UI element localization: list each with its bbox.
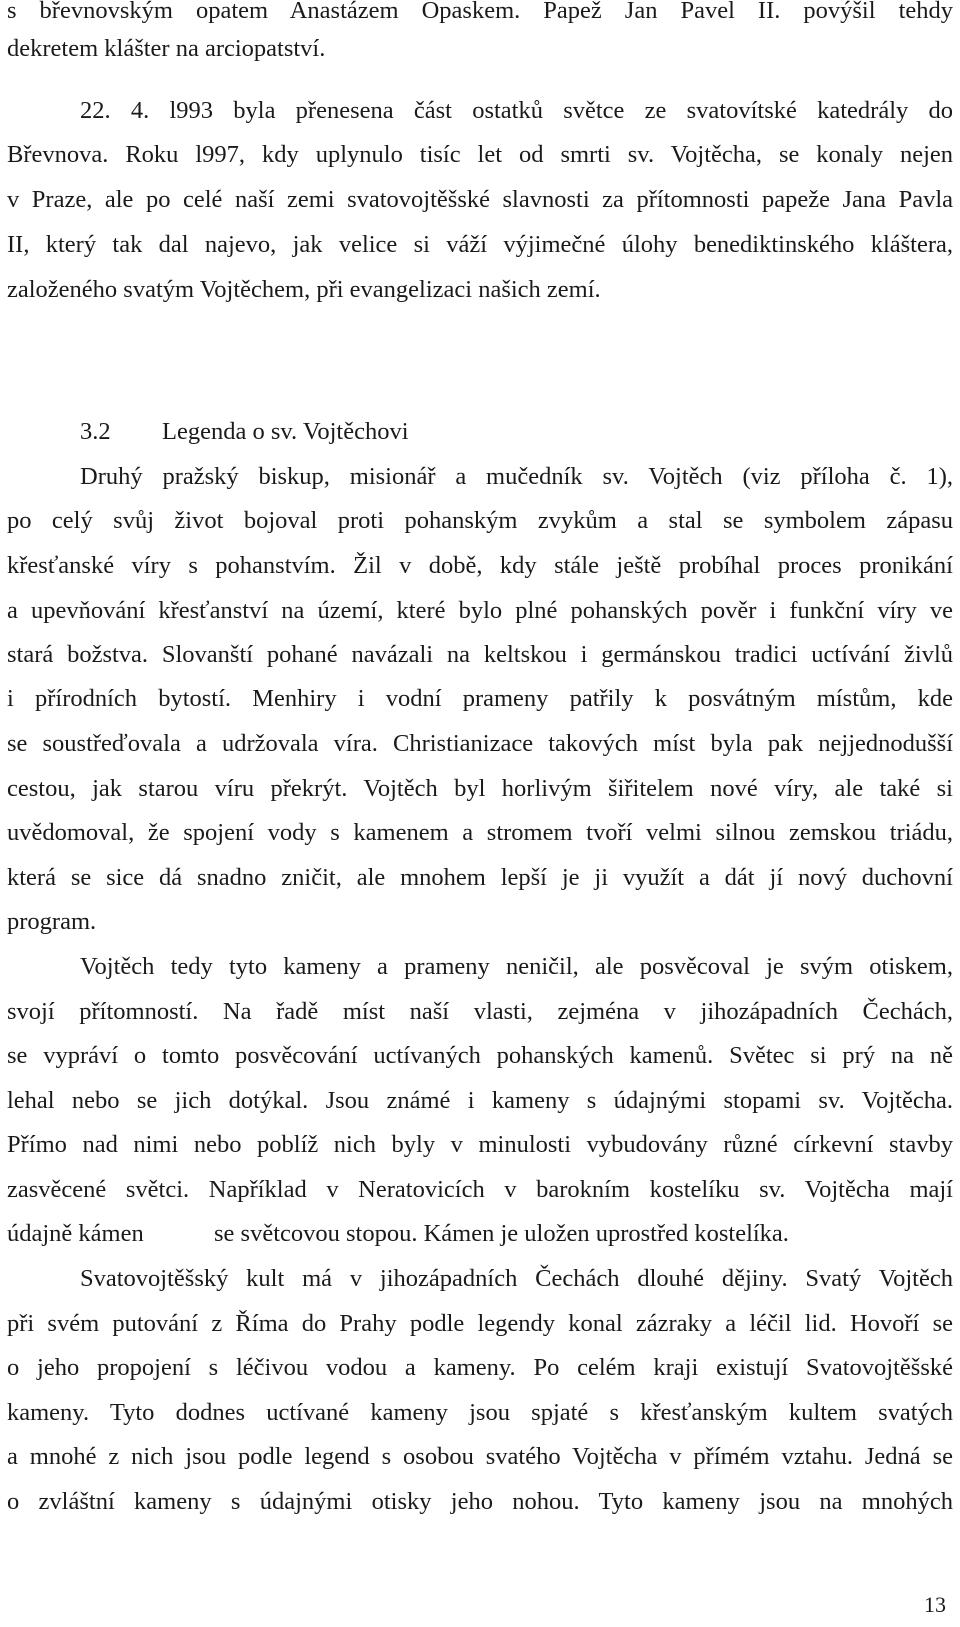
text-line: Přímo nad nimi nebo poblíž nich byly v minulosti vybudovány různé církevní stavby <box>7 1131 953 1158</box>
text-line: II, který tak dal najevo, jak velice si váží výjimečné úlohy benediktinského kláštera, <box>7 231 953 258</box>
section-title: Legenda o sv. Vojtěchovi <box>162 418 409 445</box>
text-segment: se světcovou stopou. Kámen je uložen uprostřed kostelíka. <box>214 1220 789 1247</box>
text-line: o zvláštní kameny s údajnými otisky jeho nohou. Tyto kameny jsou na mnohých <box>7 1488 953 1515</box>
text-line: která se sice dá snadno zničit, ale mnohem lepší je ji využít a dát jí nový duchovní <box>7 864 953 891</box>
text-line: uvědomoval, že spojení vody s kamenem a stromem tvoří velmi silnou zemskou triádu, <box>7 819 953 846</box>
text-line: stará božstva. Slovanští pohané navázali na keltskou i germánskou tradici uctívání živlů <box>7 641 953 668</box>
text-line: a mnohé z nich jsou podle legend s osobou svatého Vojtěcha v přímém vztahu. Jedná se <box>7 1443 953 1470</box>
text-line: křesťanské víry s pohanstvím. Žil v době, kdy stále ještě probíhal proces pronikání <box>7 552 953 579</box>
text-line: zasvěcené světci. Například v Neratovicích v barokním kostelíku sv. Vojtěcha mají <box>7 1176 953 1203</box>
text-line: v Praze, ale po celé naší zemi svatovojtěšské slavnosti za přítomnosti papeže Jana Pavla <box>7 186 953 213</box>
text-line: cestou, jak starou víru překrýt. Vojtěch byl horlivým šiřitelem nové víry, ale také si <box>7 775 953 802</box>
text-line: při svém putování z Říma do Prahy podle legendy konal zázraky a léčil lid. Hovoří se <box>7 1310 953 1337</box>
text-line: Vojtěch tedy tyto kameny a prameny neničil, ale posvěcoval je svým otiskem, <box>80 953 953 980</box>
text-line: Břevnova. Roku l997, kdy uplynulo tisíc let od smrti sv. Vojtěcha, se konaly nejen <box>7 141 953 168</box>
section-heading <box>80 415 409 449</box>
text-line: po celý svůj život bojoval proti pohanským zvykům a stal se symbolem zápasu <box>7 507 953 534</box>
text-line: s břevnovským opatem Anastázem Opaskem. Papež Jan Pavel II. povýšil tehdy <box>7 0 953 24</box>
text-line: dekretem klášter na arciopatství. <box>7 35 326 62</box>
text-line: program. <box>7 908 97 935</box>
text-line: se soustřeďovala a udržovala víra. Christianizace takových míst byla pak nejjednodušší <box>7 730 953 757</box>
text-line: založeného svatým Vojtěchem, při evangelizaci našich zemí. <box>7 276 601 303</box>
text-line: o jeho propojení s léčivou vodou a kameny. Po celém kraji existují Svatovojtěšské <box>7 1354 953 1381</box>
text-line <box>7 1217 953 1251</box>
text-line: kameny. Tyto dodnes uctívané kameny jsou spjaté s křesťanským kultem svatých <box>7 1399 953 1426</box>
text-line: i přírodních bytostí. Menhiry i vodní prameny patřily k posvátným místům, kde <box>7 685 953 712</box>
text-line: Druhý pražský biskup, misionář a mučedník sv. Vojtěch (viz příloha č. 1), <box>80 463 953 490</box>
text-line: Svatovojtěšský kult má v jihozápadních Čechách dlouhé dějiny. Svatý Vojtěch <box>80 1265 953 1292</box>
page-number: 13 <box>924 1592 946 1617</box>
text-line: 22. 4. l993 byla přenesena část ostatků světce ze svatovítské katedrály do <box>80 97 953 124</box>
text-line: a upevňování křesťanství na území, které bylo plné pohanských pověr i funkční víry ve <box>7 597 953 624</box>
text-line: svojí přítomností. Na řadě míst naší vlasti, zejména v jihozápadních Čechách, <box>7 998 953 1025</box>
text-line: se vypráví o tomto posvěcování uctívaných pohanských kamenů. Světec si prý na ně <box>7 1042 953 1069</box>
text-line: lehal nebo se jich dotýkal. Jsou známé i kameny s údajnými stopami sv. Vojtěcha. <box>7 1087 953 1114</box>
text-segment: údajně kámen <box>7 1220 144 1247</box>
section-number: 3.2 <box>80 418 111 445</box>
